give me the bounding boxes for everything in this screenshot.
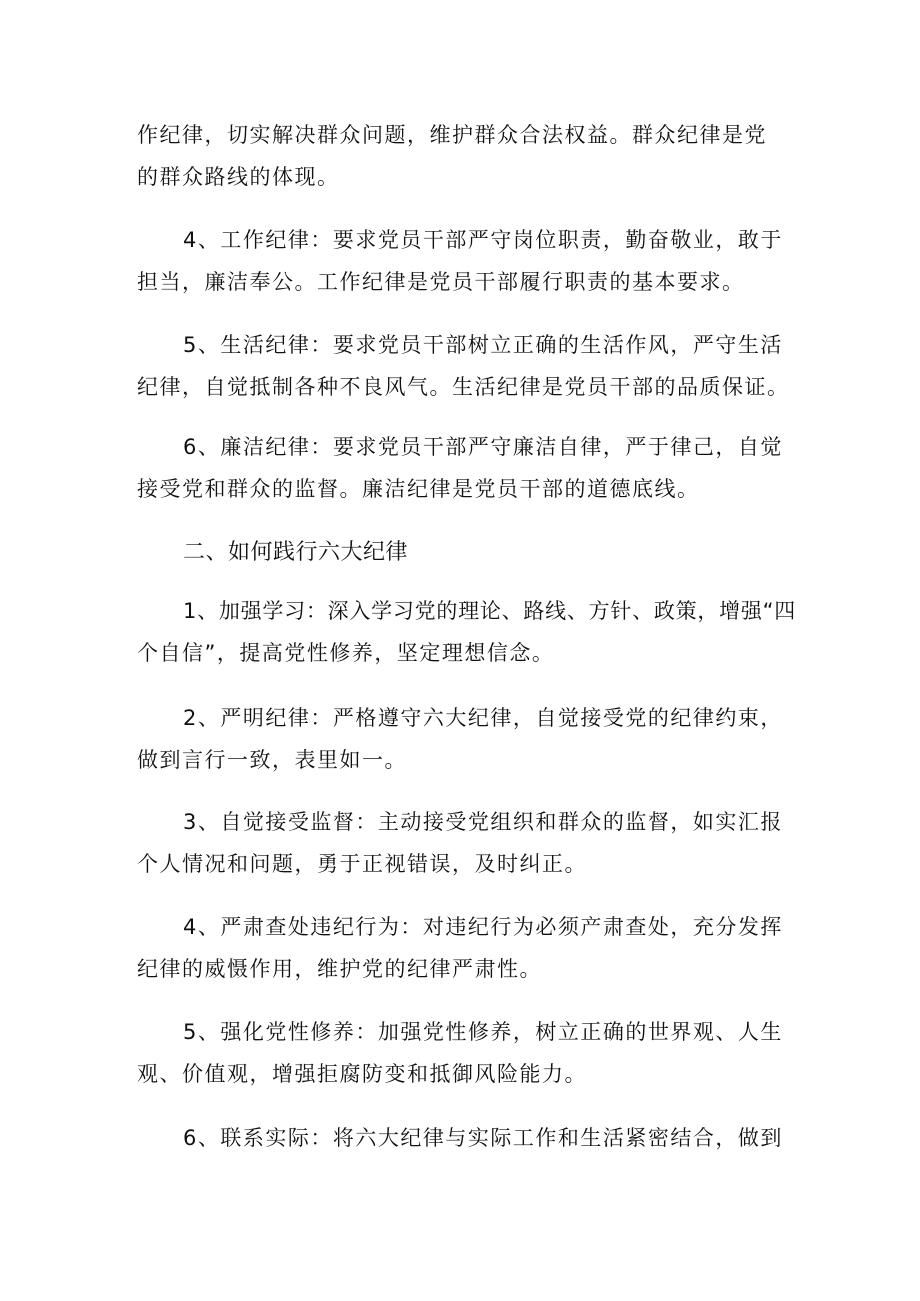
practice-item-investigation: [137, 906, 797, 990]
practice-item-strict-discipline: [137, 697, 797, 781]
text-line: 的群众路线的体现。: [137, 165, 340, 189]
text-line: 做到言行一致，表里如一。: [137, 748, 407, 772]
text-line: 接受党和群众的监督。廉洁纪律是党员干部的道德底线。: [137, 477, 700, 501]
text-line: 4、严肃查处违纪行为：对违纪行为必须产肃查处，充分发挥: [183, 915, 783, 939]
paragraph-mass-discipline-cont: [137, 114, 797, 198]
text-line: 个人情况和问题，勇于正视错误，及时纠正。: [137, 852, 587, 876]
text-line: 6、廉洁纪律：要求党员干部严守廉洁自律，严于律己，自觉: [183, 435, 783, 459]
practice-item-practical: [137, 1117, 797, 1159]
text-line: 6、联系实际：将六大纪律与实际工作和生活紧密结合，做到: [183, 1126, 783, 1150]
text-line: 担当，廉洁奉公。工作纪律是党员干部履行职责的基本要求。: [137, 270, 745, 294]
text-line: 3、自觉接受监督：主动接受党组织和群众的监督，如实汇报: [183, 810, 783, 834]
practice-item-study: [137, 590, 797, 674]
paragraph-work-discipline: [137, 219, 797, 303]
text-line: 2、严明纪律：严格遵守六大纪律，自觉接受党的纪律约束，: [183, 706, 783, 730]
text-line: 4、工作纪律：要求党员干部严守岗位职责，勤奋敬业，敢于: [183, 228, 783, 252]
text-line: 作纪律，切实解决群众问题，维护群众合法权益。群众纪律是党: [137, 123, 767, 147]
text-line: 个自信”，提高党性修养，坚定理想信念。: [137, 641, 555, 665]
text-line: 观、价值观，增强拒腐防变和抵御风险能力。: [137, 1062, 587, 1086]
text-line: 5、强化党性修养：加强党性修养，树立正确的世界观、人生: [183, 1020, 783, 1044]
practice-item-party-spirit: [137, 1011, 797, 1095]
text-line: 5、生活纪律：要求党员干部树立正确的生活作风，严守生活: [183, 333, 783, 357]
text-line: 1、加强学习：深入学习党的理论、路线、方针、政策，增强“四: [183, 599, 796, 623]
paragraph-integrity-discipline: [137, 426, 797, 510]
text-line: 纪律，自觉抵制各种不良风气。生活纪律是党员干部的品质保证。: [137, 375, 790, 399]
section-heading: 二、如何践行六大纪律: [183, 540, 409, 565]
paragraph-life-discipline: [137, 324, 797, 408]
text-line: 纪律的威慑作用，维护党的纪律严肃性。: [137, 957, 542, 981]
practice-item-supervision: [137, 801, 797, 885]
